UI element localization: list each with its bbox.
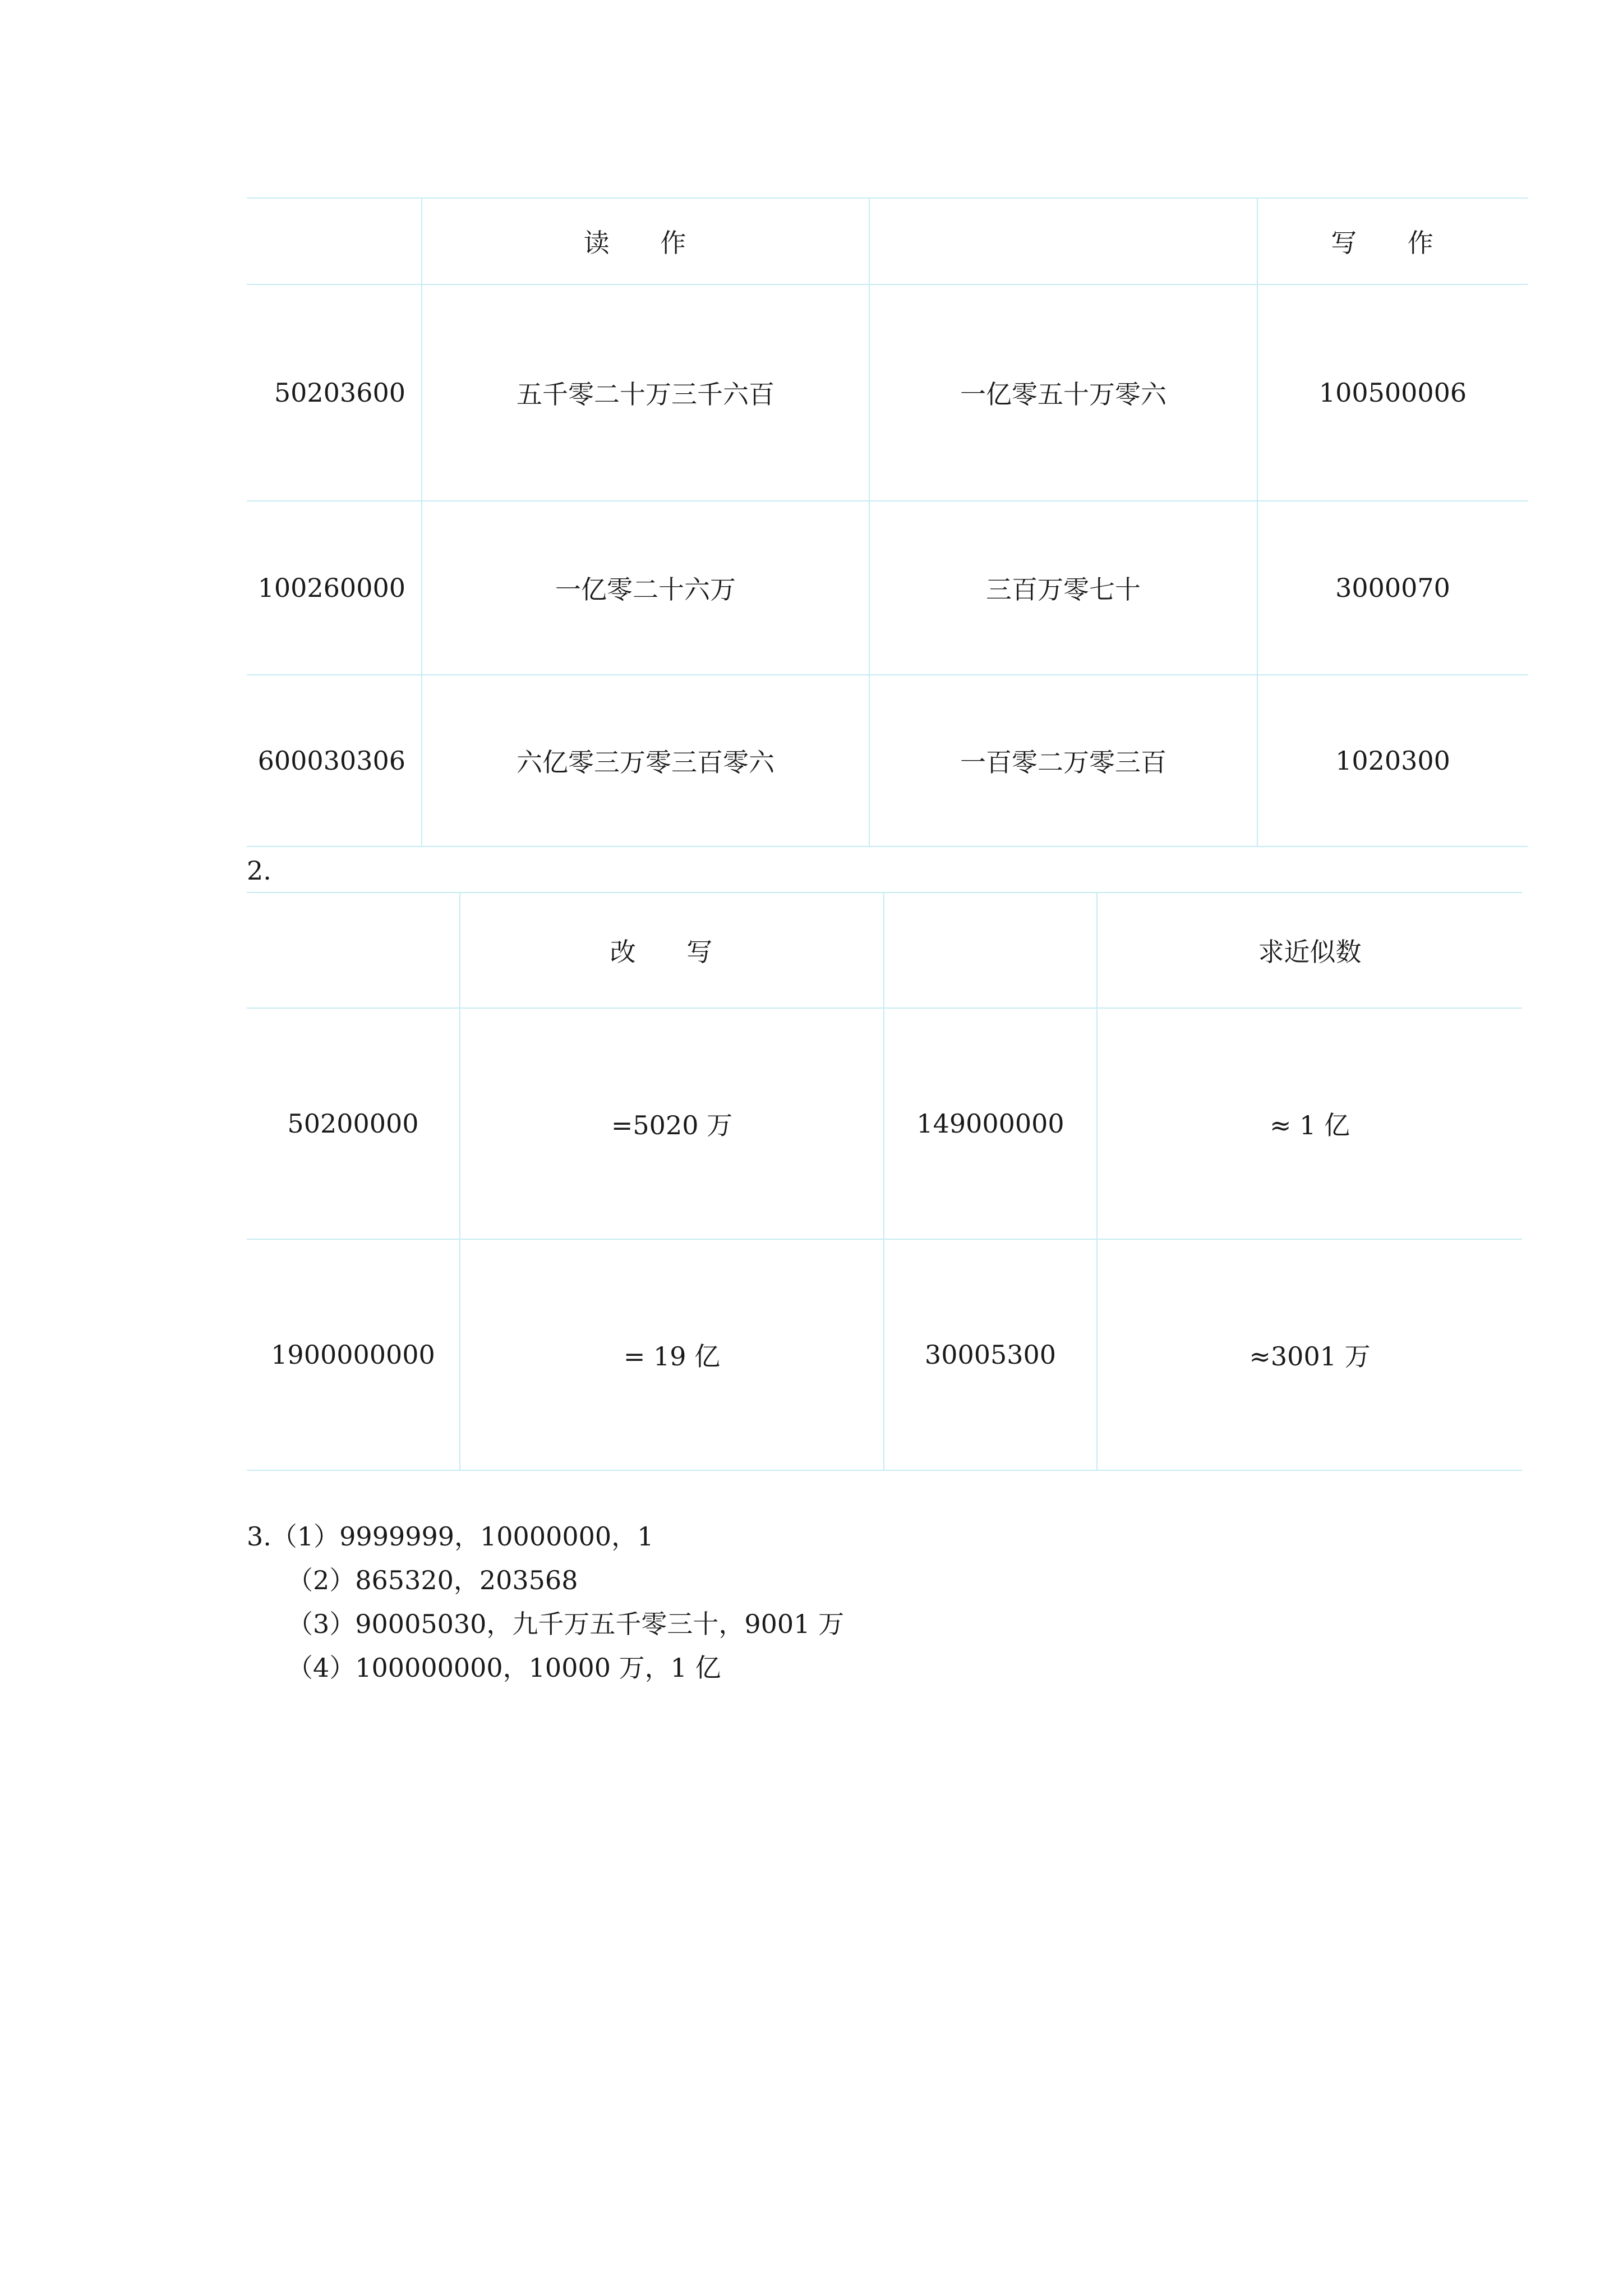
table-cell: 一亿零二十六万: [422, 501, 869, 675]
table-cell: 600030306: [247, 675, 422, 846]
table-cell: 100260000: [247, 501, 422, 675]
table-cell: 一亿零五十万零六: [869, 284, 1257, 501]
table-cell: 3000070: [1257, 501, 1528, 675]
header-cell: [884, 892, 1097, 1008]
table-cell: 一百零二万零三百: [869, 675, 1257, 846]
section-2-label: 2.: [247, 855, 271, 886]
answer-line: （2）865320，203568: [287, 1565, 578, 1595]
table-cell: =5020 万: [460, 1008, 884, 1239]
table-row: [247, 675, 1528, 846]
table-row: [247, 501, 1528, 675]
table-header-row: [247, 198, 1528, 284]
header-cell-write: 写 作: [1257, 198, 1528, 284]
table-cell: 六亿零三万零三百零六: [422, 675, 869, 846]
table-cell: 30005300: [884, 1239, 1097, 1470]
table-cell: 149000000: [884, 1008, 1097, 1239]
table-cell: ≈3001 万: [1097, 1239, 1522, 1470]
table-cell: 50200000: [247, 1008, 460, 1239]
table-cell: 1900000000: [247, 1239, 460, 1470]
table-row: [247, 1239, 1522, 1470]
table-cell: ≈ 1 亿: [1097, 1008, 1522, 1239]
answer-line: 3.（1）9999999，10000000，1: [247, 1521, 654, 1552]
header-cell-rewrite: 改 写: [460, 892, 884, 1008]
table-rewrite-approximate: [247, 892, 1522, 1471]
table-read-write: [247, 197, 1528, 847]
table-cell: 五千零二十万三千六百: [422, 284, 869, 501]
table-row: [247, 1008, 1522, 1239]
header-cell: [247, 892, 460, 1008]
table-cell: = 19 亿: [460, 1239, 884, 1470]
header-cell-read: 读 作: [422, 198, 869, 284]
section-3-answers: [247, 1515, 844, 1690]
table-row: [247, 284, 1528, 501]
table-cell: 100500006: [1257, 284, 1528, 501]
table-cell: 1020300: [1257, 675, 1528, 846]
table-cell: 三百万零七十: [869, 501, 1257, 675]
table-header-row: [247, 892, 1522, 1008]
header-cell: [869, 198, 1257, 284]
header-cell: [247, 198, 422, 284]
header-cell-approximate: 求近似数: [1097, 892, 1522, 1008]
answer-line: （4）100000000，10000 万，1 亿: [287, 1653, 721, 1683]
table-cell: 50203600: [247, 284, 422, 501]
answer-line: （3）90005030，九千万五千零三十，9001 万: [287, 1609, 845, 1639]
